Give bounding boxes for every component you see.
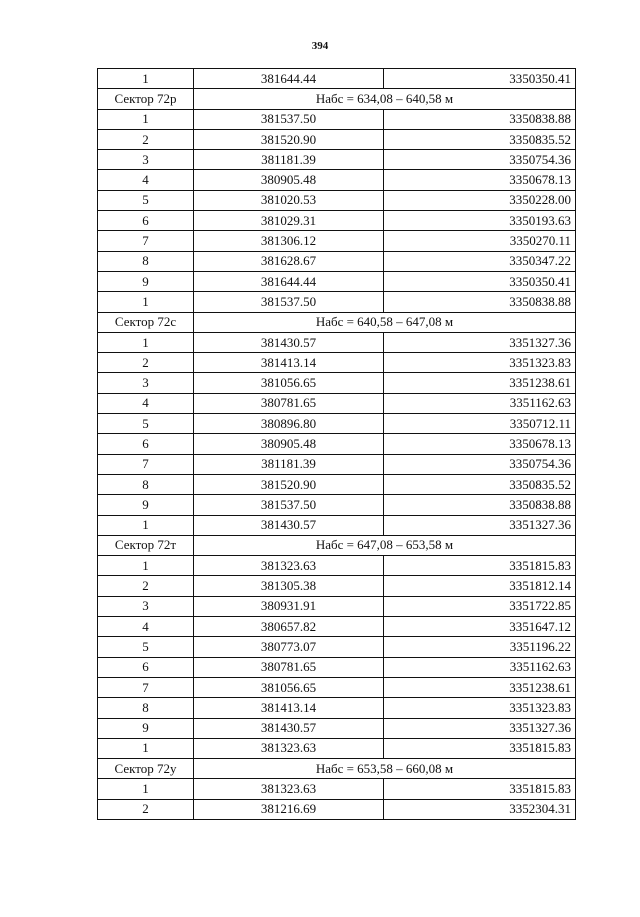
y-coordinate: 3350678.13	[384, 434, 576, 454]
x-coordinate: 381537.50	[194, 292, 384, 312]
x-coordinate: 381430.57	[194, 718, 384, 738]
y-coordinate: 3350838.88	[384, 292, 576, 312]
y-coordinate: 3351327.36	[384, 332, 576, 352]
y-coordinate: 3351162.63	[384, 657, 576, 677]
y-coordinate: 3351327.36	[384, 515, 576, 535]
point-number: 4	[98, 617, 194, 637]
table-row	[98, 495, 576, 515]
point-number: 3	[98, 150, 194, 170]
y-coordinate: 3351815.83	[384, 556, 576, 576]
page-number: 394	[311, 40, 329, 52]
point-number: 8	[98, 474, 194, 494]
y-coordinate: 3351162.63	[384, 393, 576, 413]
sector-header-row	[98, 759, 576, 779]
table-row	[98, 515, 576, 535]
y-coordinate: 3350350.41	[384, 271, 576, 291]
coordinates-table-body	[98, 69, 576, 820]
table-row	[98, 129, 576, 149]
sector-header-row	[98, 89, 576, 109]
x-coordinate: 380931.91	[194, 596, 384, 616]
y-coordinate: 3350754.36	[384, 454, 576, 474]
x-coordinate: 381520.90	[194, 129, 384, 149]
x-coordinate: 380773.07	[194, 637, 384, 657]
x-coordinate: 381413.14	[194, 698, 384, 718]
y-coordinate: 3350754.36	[384, 150, 576, 170]
x-coordinate: 380905.48	[194, 170, 384, 190]
table-row	[98, 231, 576, 251]
table-row	[98, 170, 576, 190]
y-coordinate: 3350270.11	[384, 231, 576, 251]
table-row	[98, 150, 576, 170]
table-row	[98, 474, 576, 494]
y-coordinate: 3351812.14	[384, 576, 576, 596]
x-coordinate: 381020.53	[194, 190, 384, 210]
table-row	[98, 393, 576, 413]
table-row	[98, 454, 576, 474]
point-number: 2	[98, 129, 194, 149]
table-row	[98, 353, 576, 373]
point-number: 1	[98, 779, 194, 799]
x-coordinate: 381413.14	[194, 353, 384, 373]
sector-label: Сектор 72р	[98, 89, 194, 109]
point-number: 6	[98, 657, 194, 677]
point-number: 2	[98, 799, 194, 819]
table-row	[98, 657, 576, 677]
sector-header-row	[98, 535, 576, 555]
sector-label: Сектор 72с	[98, 312, 194, 332]
table-row	[98, 799, 576, 819]
elevation-range: Набс = 634,08 – 640,58 м	[194, 89, 576, 109]
table-row	[98, 738, 576, 758]
point-number: 1	[98, 332, 194, 352]
x-coordinate: 381323.63	[194, 556, 384, 576]
y-coordinate: 3351323.83	[384, 698, 576, 718]
table-row	[98, 292, 576, 312]
elevation-range: Набс = 647,08 – 653,58 м	[194, 535, 576, 555]
point-number: 1	[98, 515, 194, 535]
table-row	[98, 69, 576, 89]
x-coordinate: 380905.48	[194, 434, 384, 454]
point-number: 1	[98, 292, 194, 312]
point-number: 9	[98, 495, 194, 515]
table-row	[98, 271, 576, 291]
x-coordinate: 381430.57	[194, 515, 384, 535]
table-row	[98, 637, 576, 657]
y-coordinate: 3351196.22	[384, 637, 576, 657]
sector-label: Сектор 72т	[98, 535, 194, 555]
point-number: 5	[98, 190, 194, 210]
x-coordinate: 381628.67	[194, 251, 384, 271]
point-number: 9	[98, 271, 194, 291]
y-coordinate: 3351323.83	[384, 353, 576, 373]
x-coordinate: 381537.50	[194, 109, 384, 129]
x-coordinate: 381306.12	[194, 231, 384, 251]
table-row	[98, 617, 576, 637]
x-coordinate: 381430.57	[194, 332, 384, 352]
x-coordinate: 380781.65	[194, 393, 384, 413]
point-number: 6	[98, 211, 194, 231]
table-row	[98, 434, 576, 454]
y-coordinate: 3350838.88	[384, 495, 576, 515]
table-row	[98, 556, 576, 576]
y-coordinate: 3351815.83	[384, 738, 576, 758]
y-coordinate: 3350228.00	[384, 190, 576, 210]
x-coordinate: 381323.63	[194, 779, 384, 799]
elevation-range: Набс = 640,58 – 647,08 м	[194, 312, 576, 332]
point-number: 5	[98, 414, 194, 434]
x-coordinate: 381056.65	[194, 677, 384, 697]
point-number: 4	[98, 393, 194, 413]
x-coordinate: 380896.80	[194, 414, 384, 434]
table-row	[98, 414, 576, 434]
coordinates-table	[97, 68, 576, 820]
table-row	[98, 596, 576, 616]
table-row	[98, 190, 576, 210]
point-number: 8	[98, 698, 194, 718]
table-row	[98, 251, 576, 271]
y-coordinate: 3351815.83	[384, 779, 576, 799]
table-row	[98, 698, 576, 718]
point-number: 9	[98, 718, 194, 738]
y-coordinate: 3351238.61	[384, 677, 576, 697]
x-coordinate: 381056.65	[194, 373, 384, 393]
elevation-range: Набс = 653,58 – 660,08 м	[194, 759, 576, 779]
x-coordinate: 381181.39	[194, 454, 384, 474]
x-coordinate: 380657.82	[194, 617, 384, 637]
point-number: 7	[98, 454, 194, 474]
point-number: 1	[98, 69, 194, 89]
point-number: 1	[98, 556, 194, 576]
table-row	[98, 576, 576, 596]
x-coordinate: 381029.31	[194, 211, 384, 231]
y-coordinate: 3350347.22	[384, 251, 576, 271]
table-row	[98, 211, 576, 231]
x-coordinate: 381216.69	[194, 799, 384, 819]
point-number: 4	[98, 170, 194, 190]
x-coordinate: 381644.44	[194, 271, 384, 291]
y-coordinate: 3350193.63	[384, 211, 576, 231]
point-number: 1	[98, 738, 194, 758]
point-number: 8	[98, 251, 194, 271]
table-row	[98, 109, 576, 129]
y-coordinate: 3352304.31	[384, 799, 576, 819]
table-row	[98, 373, 576, 393]
x-coordinate: 381520.90	[194, 474, 384, 494]
sector-label: Сектор 72у	[98, 759, 194, 779]
y-coordinate: 3350835.52	[384, 129, 576, 149]
y-coordinate: 3351722.85	[384, 596, 576, 616]
table-row	[98, 718, 576, 738]
y-coordinate: 3351647.12	[384, 617, 576, 637]
sector-header-row	[98, 312, 576, 332]
x-coordinate: 381644.44	[194, 69, 384, 89]
point-number: 2	[98, 576, 194, 596]
table-row	[98, 779, 576, 799]
point-number: 2	[98, 353, 194, 373]
x-coordinate: 381181.39	[194, 150, 384, 170]
x-coordinate: 381537.50	[194, 495, 384, 515]
table-row	[98, 677, 576, 697]
point-number: 7	[98, 677, 194, 697]
point-number: 3	[98, 373, 194, 393]
y-coordinate: 3351327.36	[384, 718, 576, 738]
x-coordinate: 381323.63	[194, 738, 384, 758]
x-coordinate: 381305.38	[194, 576, 384, 596]
point-number: 1	[98, 109, 194, 129]
x-coordinate: 380781.65	[194, 657, 384, 677]
y-coordinate: 3351238.61	[384, 373, 576, 393]
point-number: 3	[98, 596, 194, 616]
y-coordinate: 3350350.41	[384, 69, 576, 89]
y-coordinate: 3350678.13	[384, 170, 576, 190]
point-number: 6	[98, 434, 194, 454]
point-number: 7	[98, 231, 194, 251]
point-number: 5	[98, 637, 194, 657]
y-coordinate: 3350838.88	[384, 109, 576, 129]
y-coordinate: 3350712.11	[384, 414, 576, 434]
y-coordinate: 3350835.52	[384, 474, 576, 494]
table-row	[98, 332, 576, 352]
